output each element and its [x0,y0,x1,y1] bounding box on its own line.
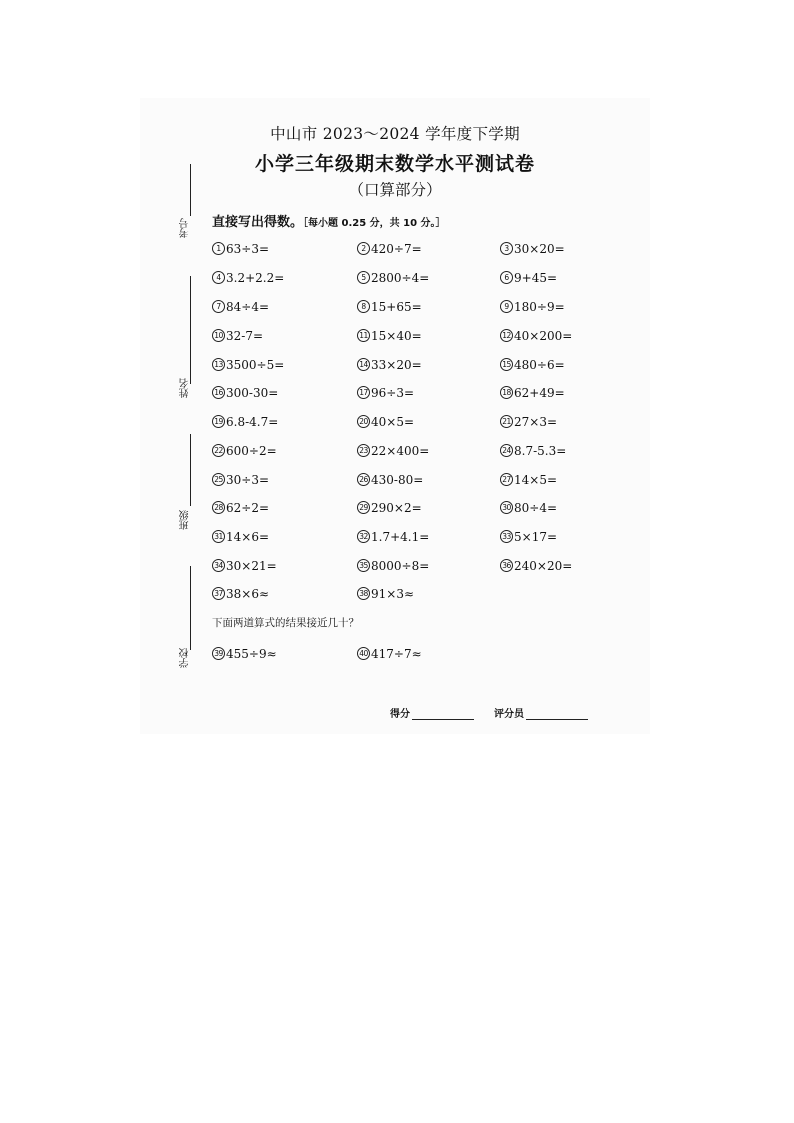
problem-item [357,472,423,488]
problem-number: 33 [500,530,513,543]
instruction-main: 直接写出得数。 [212,215,304,230]
problem-number: 29 [357,501,370,514]
problem-number: 37 [212,587,225,600]
problem-number: 35 [357,559,370,572]
problem-number: 31 [212,530,225,543]
problem-number: 5 [357,271,370,284]
problem-number: 6 [500,271,513,284]
problem-number: 8 [357,300,370,313]
problem-number: 21 [500,415,513,428]
problem-expression: 62÷2= [226,501,270,515]
problem-number: 9 [500,300,513,313]
problem-number: 14 [357,358,370,371]
problem-expression: 30×21= [226,559,277,573]
problem-expression: 420÷7= [371,242,422,256]
problem-item [357,529,429,545]
problem-expression: 40×5= [371,415,415,429]
problem-item [212,299,269,315]
problem-expression: 15+65= [371,300,422,314]
problem-item [212,241,269,257]
problem-number: 23 [357,444,370,457]
problem-number: 2 [357,242,370,255]
problem-expression: 15×40= [371,329,422,343]
problem-item [500,357,565,373]
score-blank [412,709,474,720]
problem-item [500,414,557,430]
exam-no-label: 考号 [180,218,191,238]
problem-item [357,500,422,516]
problem-item [357,385,414,401]
problem-item [357,328,422,344]
problem-item [500,299,565,315]
problem-expression: 27×3= [514,415,558,429]
problem-expression: 14×5= [514,473,558,487]
problem-expression: 3500÷5= [226,358,285,372]
problem-expression: 9+45= [514,271,558,285]
estimation-question: 下面两道算式的结果接近几十？ [212,617,359,629]
problem-expression: 2800÷4= [371,271,430,285]
problem-item [357,443,429,459]
grader-label: 评分员 [494,709,524,720]
problem-number: 18 [500,386,513,399]
problem-expression: 3.2+2.2= [226,271,285,285]
name-label: 姓名 [180,378,191,398]
problem-item [212,646,277,662]
problem-item [212,472,269,488]
problem-item [357,241,422,257]
problem-item [212,558,277,574]
problem-expression: 455÷9≈ [226,647,277,661]
problem-item [500,443,566,459]
school-label: 学校 [180,648,191,668]
school-line [190,566,191,650]
score-label: 得分 [390,709,410,720]
problem-number: 11 [357,329,370,342]
problem-expression: 1.7+4.1= [371,530,430,544]
problem-expression: 96÷3= [371,386,415,400]
problem-item [212,328,263,344]
problem-number: 7 [212,300,225,313]
problem-item [212,586,269,602]
problem-expression: 5×17= [514,530,558,544]
problem-number: 3 [500,242,513,255]
problem-item [357,646,422,662]
problem-item [357,270,429,286]
problem-number: 34 [212,559,225,572]
problem-item [212,414,278,430]
problem-item [500,500,557,516]
section-instruction [212,211,446,230]
problem-number: 30 [500,501,513,514]
problem-expression: 480÷6= [514,358,565,372]
grader-field [494,705,588,720]
problem-expression: 80÷4= [514,501,558,515]
problem-expression: 290×2= [371,501,422,515]
problem-expression: 14×6= [226,530,270,544]
problem-item [500,241,565,257]
problem-item [500,385,565,401]
problem-number: 13 [212,358,225,371]
problem-item [500,270,557,286]
problem-item [500,558,572,574]
problem-expression: 240×20= [514,559,573,573]
problem-expression: 62+49= [514,386,565,400]
problem-item [357,414,414,430]
problem-item [500,529,557,545]
problem-number: 15 [500,358,513,371]
problem-number: 17 [357,386,370,399]
problem-expression: 22×400= [371,444,430,458]
problem-number: 19 [212,415,225,428]
problem-expression: 430-80= [371,473,424,487]
problem-item [500,472,557,488]
problem-item [212,529,269,545]
problem-number: 39 [212,647,225,660]
problem-item [212,357,284,373]
problem-number: 38 [357,587,370,600]
class-line [190,434,191,506]
instruction-note: ［每小题 0.25 分，共 10 分。］ [303,218,446,229]
problem-expression: 32-7= [226,329,264,343]
problem-item [357,357,422,373]
score-field [390,705,474,720]
exam-subtitle: （口算部分） [348,181,442,199]
problem-number: 16 [212,386,225,399]
problem-item [212,500,269,516]
problem-item [212,443,277,459]
problem-expression: 6.8-4.7= [226,415,279,429]
problem-number: 28 [212,501,225,514]
problem-expression: 300-30= [226,386,279,400]
problem-number: 26 [357,473,370,486]
problem-number: 36 [500,559,513,572]
problem-item [357,299,422,315]
problem-expression: 30×20= [514,242,565,256]
problem-expression: 417÷7≈ [371,647,422,661]
problem-item [357,586,414,602]
exam-region-title: 中山市 2023～2024 学年度下学期 [270,125,520,143]
problem-number: 27 [500,473,513,486]
problem-expression: 84÷4= [226,300,270,314]
problem-expression: 8000÷8= [371,559,430,573]
problem-item [500,328,572,344]
grader-blank [526,709,588,720]
exam-no-line [190,164,191,216]
class-label: 班级 [180,510,191,530]
problem-number: 24 [500,444,513,457]
problem-item [357,558,429,574]
problem-number: 40 [357,647,370,660]
problem-expression: 40×200= [514,329,573,343]
name-line [190,276,191,384]
problem-number: 32 [357,530,370,543]
exam-main-title: 小学三年级期末数学水平测试卷 [254,153,535,175]
problem-expression: 38×6≈ [226,587,270,601]
problem-number: 12 [500,329,513,342]
problem-expression: 180÷9= [514,300,565,314]
problem-expression: 30÷3= [226,473,270,487]
problem-expression: 63÷3= [226,242,270,256]
problem-item [212,270,284,286]
problem-item [212,385,278,401]
problem-expression: 8.7-5.3= [514,444,567,458]
problem-expression: 600÷2= [226,444,277,458]
problem-number: 4 [212,271,225,284]
problem-number: 25 [212,473,225,486]
problem-number: 22 [212,444,225,457]
problem-expression: 91×3≈ [371,587,415,601]
problem-expression: 33×20= [371,358,422,372]
problem-number: 20 [357,415,370,428]
problem-number: 1 [212,242,225,255]
problem-number: 10 [212,329,225,342]
